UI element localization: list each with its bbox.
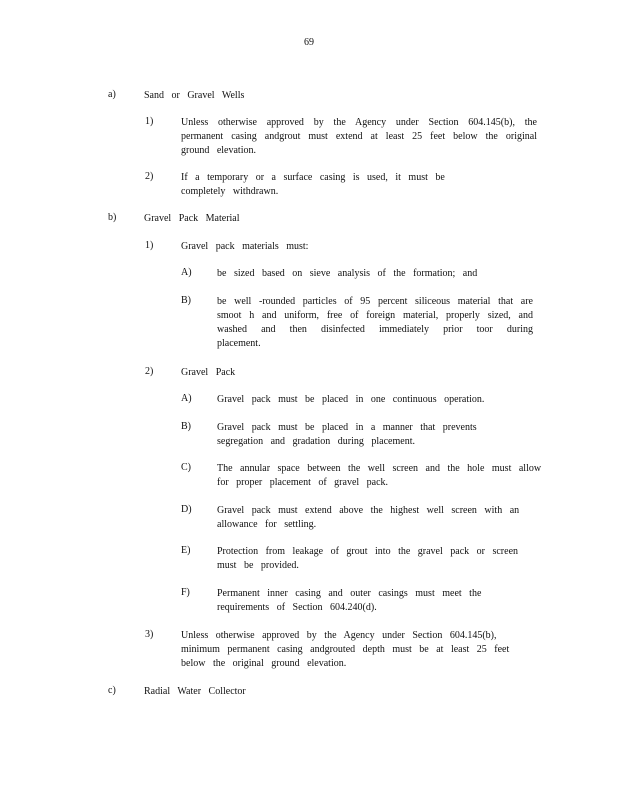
item-b-1-B-label: B) xyxy=(181,295,191,306)
item-a-1-label: 1) xyxy=(145,116,154,127)
item-b-2-C-label: C) xyxy=(181,462,191,473)
item-b-2-D-label: D) xyxy=(181,504,192,515)
item-b-2-B-text: Gravel pack must be placed in a manner that prevents segregation and gradation during placement. xyxy=(217,422,477,447)
section-a-label: a) xyxy=(108,89,116,100)
item-b-2-C-text: The annular space between the well screen and the hole must allow for proper placement of gravel pack. xyxy=(217,463,542,488)
item-b-1-A-text: be sized based on sieve analysis of the formation; and xyxy=(217,268,478,279)
section-a-title: Sand or Gravel Wells xyxy=(144,90,245,101)
section-c-title: Radial Water Collector xyxy=(144,686,246,697)
item-b-2-B-label: B) xyxy=(181,421,191,432)
item-a-2-label: 2) xyxy=(145,171,154,182)
section-b-label: b) xyxy=(108,212,117,223)
item-b-1-label: 1) xyxy=(145,240,154,251)
item-b-1-A-label: A) xyxy=(181,267,192,278)
item-b-3-label: 3) xyxy=(145,629,154,640)
item-b-3-text: Unless otherwise approved by the Agency under Section 604.145(b), minimum permanent casing andgrouted depth must be at least 25 feet below the original ground elevation. xyxy=(181,630,510,669)
item-b-2-F-text: Permanent inner casing and outer casings must meet the requirements of Section 604.240(d). xyxy=(217,588,482,613)
item-b-2-text: Gravel Pack xyxy=(181,367,236,378)
item-a-2-text: If a temporary or a surface casing is used, it must be completely withdrawn. xyxy=(181,172,445,197)
item-b-2-F-label: F) xyxy=(181,587,190,598)
item-b-2-A-text: Gravel pack must be placed in one continuous operation. xyxy=(217,394,485,405)
item-a-1-text: Unless otherwise approved by the Agency under Section 604.145(b), the permanent casing andgrout must extend at least 25 feet below the original ground elevation. xyxy=(181,117,537,156)
section-c-label: c) xyxy=(108,685,116,696)
item-b-2-E-label: E) xyxy=(181,545,191,556)
item-b-1-text: Gravel pack materials must: xyxy=(181,241,309,252)
item-b-2-D-text: Gravel pack must extend above the highest well screen with an allowance for settling. xyxy=(217,505,520,530)
page-number: 69 xyxy=(304,37,314,48)
section-b-title: Gravel Pack Material xyxy=(144,213,240,224)
item-b-2-A-label: A) xyxy=(181,393,192,404)
item-b-2-label: 2) xyxy=(145,366,154,377)
item-b-2-E-text: Protection from leakage of grout into the gravel pack or screen must be provided. xyxy=(217,546,519,571)
item-b-1-B-text: be well -rounded particles of 95 percent siliceous material that are smoot h and uniform, free of foreign material, properly sized, and washed and then disinfected immediately prior toor during placement. xyxy=(217,296,533,349)
